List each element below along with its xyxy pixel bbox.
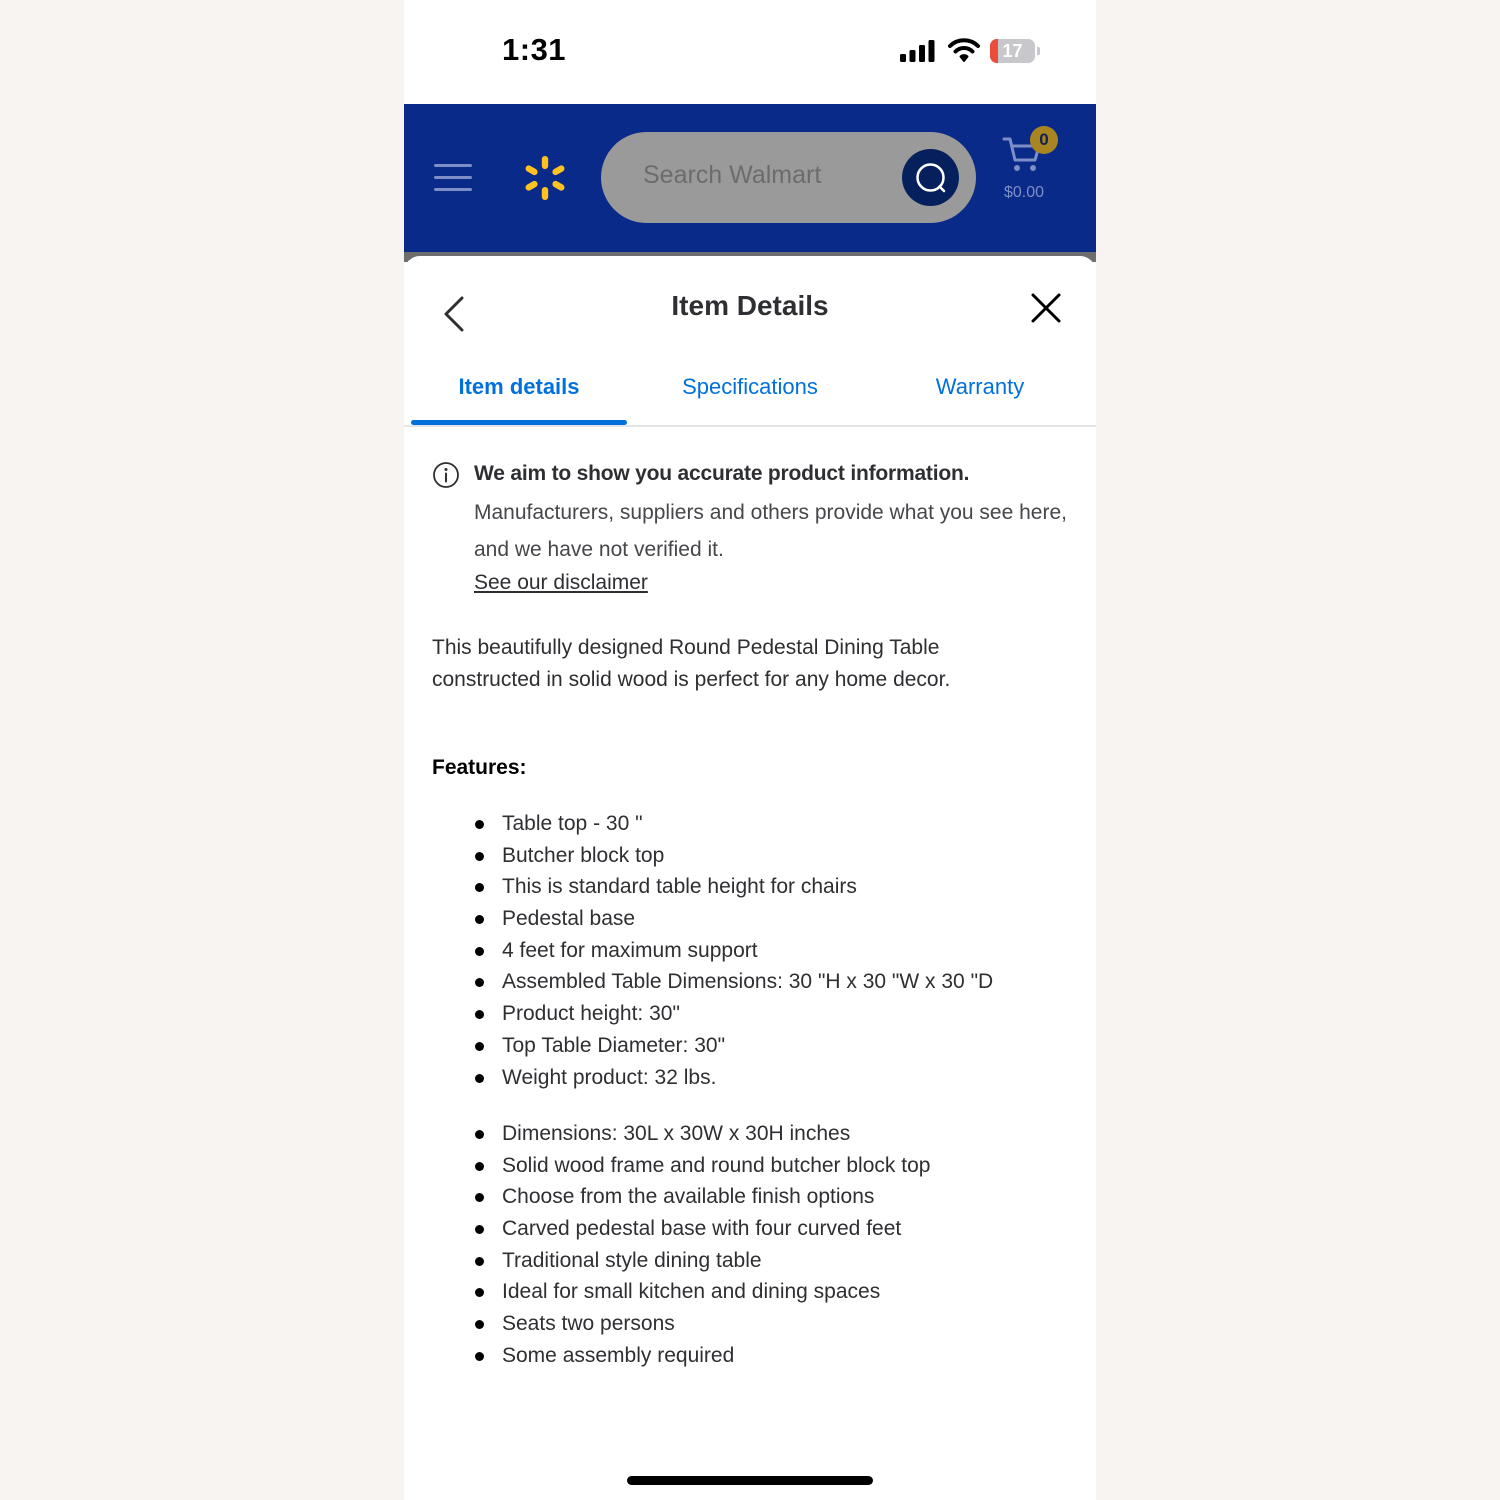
walmart-spark-icon[interactable] (521, 154, 569, 202)
list-item: Solid wood frame and round butcher block top (474, 1150, 930, 1182)
list-item: Some assembly required (474, 1340, 930, 1372)
list-item: Assembled Table Dimensions: 30 "H x 30 "W x 30 "D (474, 966, 993, 998)
search-placeholder: Search Walmart (643, 161, 822, 189)
sheet-title: Item Details (671, 290, 829, 321)
list-item: Seats two persons (474, 1308, 930, 1340)
feature-list-2 (474, 1118, 930, 1372)
disclaimer-link[interactable]: See our disclaimer (474, 571, 648, 594)
features-heading: Features: (432, 756, 527, 779)
list-item: Butcher block top (474, 840, 993, 872)
cart-total: $0.00 (1004, 184, 1045, 201)
tab-warranty[interactable]: Warranty (935, 374, 1025, 399)
hamburger-menu-icon[interactable] (434, 164, 472, 192)
search-icon (915, 162, 946, 193)
battery-level: 17 (1002, 41, 1023, 61)
close-icon[interactable] (1028, 290, 1064, 326)
list-item: Product height: 30" (474, 998, 993, 1030)
item-details-sheet (404, 256, 1096, 1500)
list-item: Traditional style dining table (474, 1245, 930, 1277)
cart-count-badge: 0 (1030, 126, 1058, 154)
search-input[interactable] (601, 132, 976, 223)
list-item: Pedestal base (474, 903, 993, 935)
list-item: This is standard table height for chairs (474, 871, 993, 903)
feature-list-1 (474, 808, 993, 1093)
list-item: Carved pedestal base with four curved feet (474, 1213, 930, 1245)
status-bar (404, 0, 1096, 104)
tab-item-details[interactable]: Item details (458, 374, 580, 399)
info-icon (432, 461, 460, 489)
home-indicator[interactable] (627, 1476, 873, 1485)
list-item: Choose from the available finish options (474, 1181, 930, 1213)
battery-icon (990, 39, 1040, 63)
product-description: This beautifully designed Round Pedestal Dining Table constructed in solid wood is perfect for any home decor. (432, 636, 951, 691)
list-item: Table top - 30 " (474, 808, 993, 840)
tabs-divider (404, 425, 1096, 427)
phone-screen (404, 0, 1096, 1500)
tab-specifications[interactable]: Specifications (682, 374, 818, 399)
list-item: Ideal for small kitchen and dining spaces (474, 1276, 930, 1308)
app-header (404, 104, 1096, 254)
cellular-signal-icon (900, 40, 936, 62)
search-button[interactable] (902, 149, 959, 206)
list-item: Top Table Diameter: 30" (474, 1030, 993, 1062)
status-time: 1:31 (502, 32, 567, 67)
list-item: Dimensions: 30L x 30W x 30H inches (474, 1118, 930, 1150)
notice-title: We aim to show you accurate product information. (474, 462, 970, 485)
wifi-icon (948, 37, 980, 63)
list-item: 4 feet for maximum support (474, 935, 993, 967)
notice-body: Manufacturers, suppliers and others provide what you see here, and we have not verified it. (474, 501, 1067, 561)
list-item: Weight product: 32 lbs. (474, 1062, 993, 1094)
